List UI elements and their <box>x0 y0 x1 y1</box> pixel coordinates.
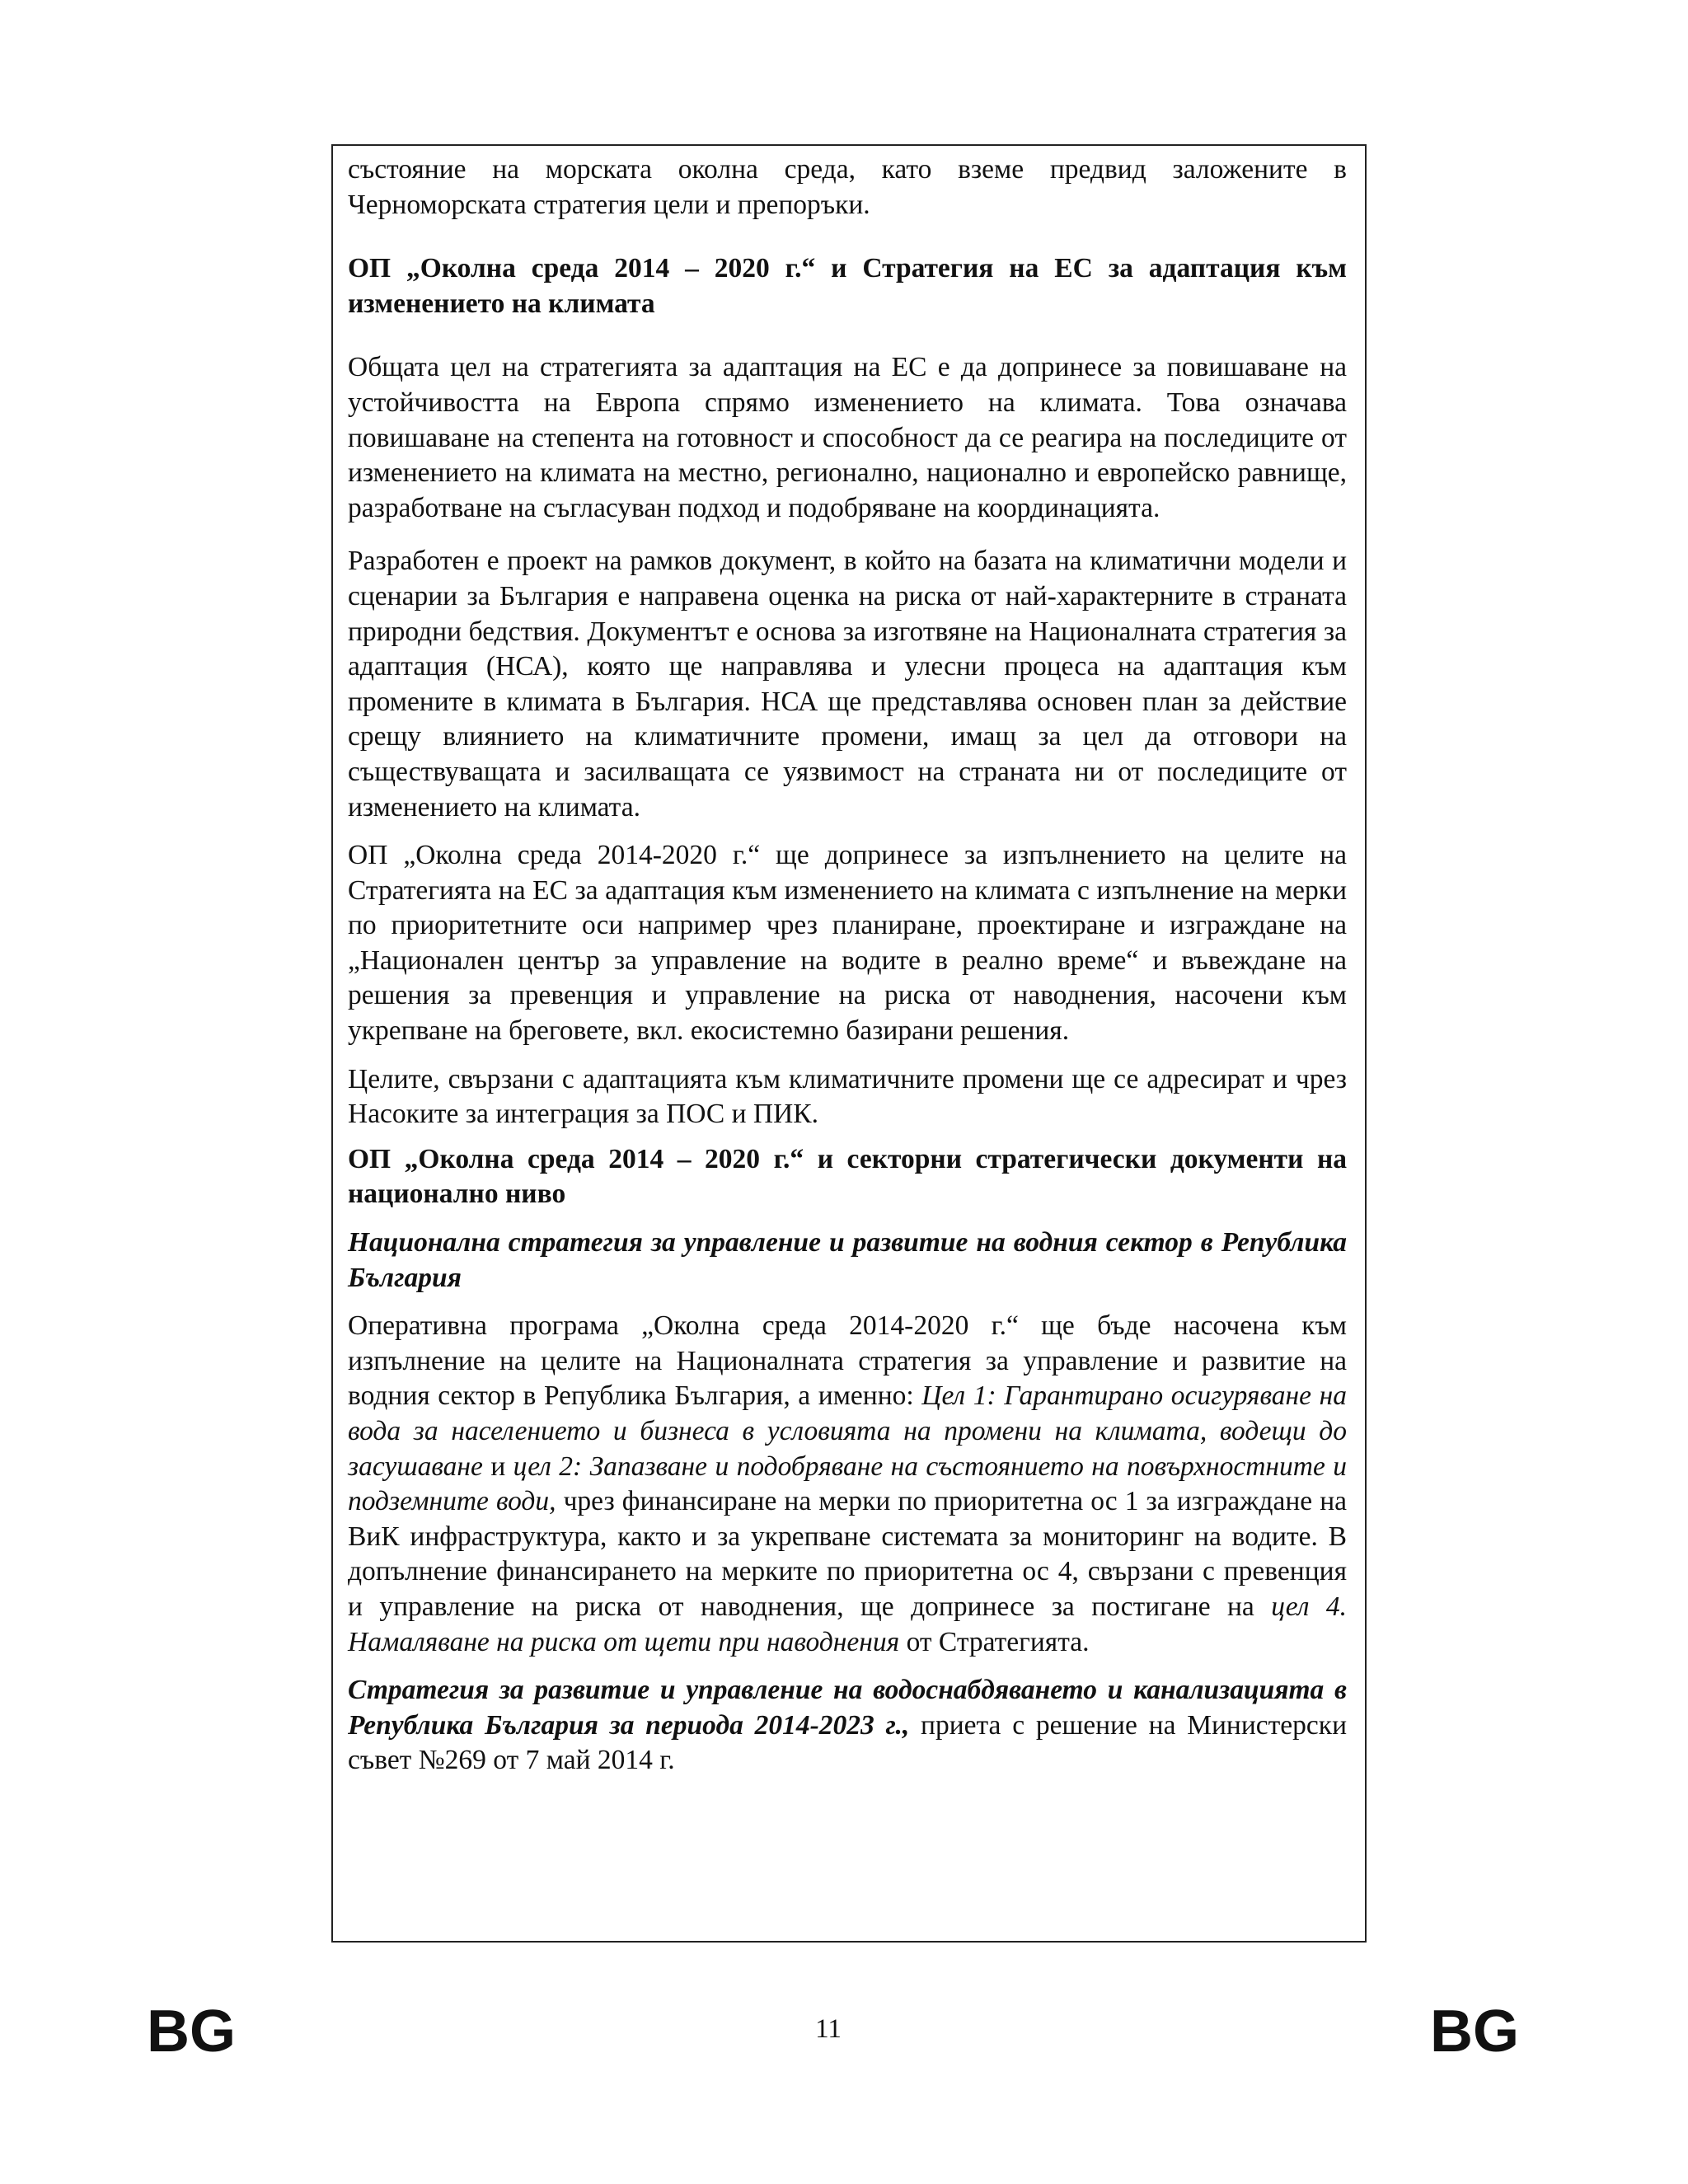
paragraph-wss-strategy <box>348 1673 1347 1779</box>
paragraph-adaptation-2: Разработен е проект на рамков документ, в който на базата на климатични модели и сценарии за България е направена оценка на риска от най-характерните в страната природни бедствия. Документът е основа за изготвяне на Националната стратегия за адаптация (НСА), която ще направлява и улесни процеса на адаптация към промените в климата в България. НСА ще представлява основен план за действие срещу влиянието на климатичните промени, имащ за цел да отговори на съществуващата и засилващата се уязвимост на страната ни от последиците от изменението на климата. <box>348 546 1347 823</box>
goal-4-text: цел 4. Намаляване на риска от щети при наводнения <box>348 1591 1347 1657</box>
country-code-left: BG <box>147 1999 236 2064</box>
heading-sectoral: ОП „Околна среда 2014 – 2020 г.“ и секторни стратегически документи на национално ниво <box>348 1143 1347 1210</box>
paragraph-water-strategy <box>348 1309 1347 1660</box>
paragraph-adaptation-4: Целите, свързани с адаптацията към климатичните промени ще се адресират и чрез Насоките за интеграция за ПОС и ПИК. <box>348 1063 1347 1130</box>
paragraph-intro: състояние на морската околна среда, като вземе предвид заложените в Черноморската стратегия цели и препоръки. <box>348 154 1347 220</box>
heading-water-strategy: Национална стратегия за управление и развитие на водния сектор в Република България <box>348 1227 1347 1293</box>
paragraph-adaptation-3: ОП „Околна среда 2014-2020 г.“ ще допринесе за изпълнението на целите на Стратегията на ЕС за адаптация към изменението на климата с изпълнение на мерки по приоритетните оси например чрез планиране, проектиране и изграждане на „Национален център за управление на водите в реално време“ и въвеждане на решения за превенция и управление на риска от наводнения, насочени към укрепване на бреговете, вкл. екосистемно базирани решения. <box>348 840 1347 1047</box>
page-number: 11 <box>815 2014 842 2044</box>
document-frame <box>331 144 1367 1943</box>
heading-adaptation: ОП „Околна среда 2014 – 2020 г.“ и Стратегия на ЕС за адаптация към изменението на климата <box>348 253 1347 319</box>
country-code-right: BG <box>1430 1999 1519 2064</box>
paragraph-adaptation-1: Общата цел на стратегията за адаптация на ЕС е да допринесе за повишаване на устойчивостта на Европа спрямо изменението на климата. Това означава повишаване на степента на готовност и способност да се реагира на последиците от изменението на климата на местно, регионално, национално и европейско равнище, разработване на съгласуван подход и подобряване на координацията. <box>348 352 1347 523</box>
text-run: чрез финансиране на мерки по приоритетна ос 1 за изграждане на ВиК инфраструктура, както и за укрепване системата за мониторинг на водите. В допълнение финансирането на мерките по приоритетна ос 4, свързани с превенция и управление на риска от наводнения, ще допринесе за постигане на <box>348 1486 1347 1622</box>
text-run: от Стратегията. <box>899 1626 1090 1657</box>
wss-strategy-title: Стратегия за развитие и управление на водоснабдяването и канализацията в Република България за периода 2014-2023 г., <box>348 1675 1347 1741</box>
text-run: Оперативна програма „Околна среда 2014-2020 г.“ ще бъде насочена към изпълнение на целите на Националната стратегия за управление и развитие на водния сектор в Република България, а именно: <box>348 1310 1347 1412</box>
goal-1-text: Цел 1: Гарантирано осигуряване на вода за населението и бизнеса в условията на промени на климата, водещи до засушаване <box>348 1380 1348 1482</box>
text-run: и <box>482 1451 513 1482</box>
goal-2-text: цел 2: Запазване и подобряване на състоянието на повърхностните и подземните води, <box>348 1451 1347 1517</box>
text-run: приета с решение на Министерски съвет №269 от 7 май 2014 г. <box>348 1709 1347 1776</box>
